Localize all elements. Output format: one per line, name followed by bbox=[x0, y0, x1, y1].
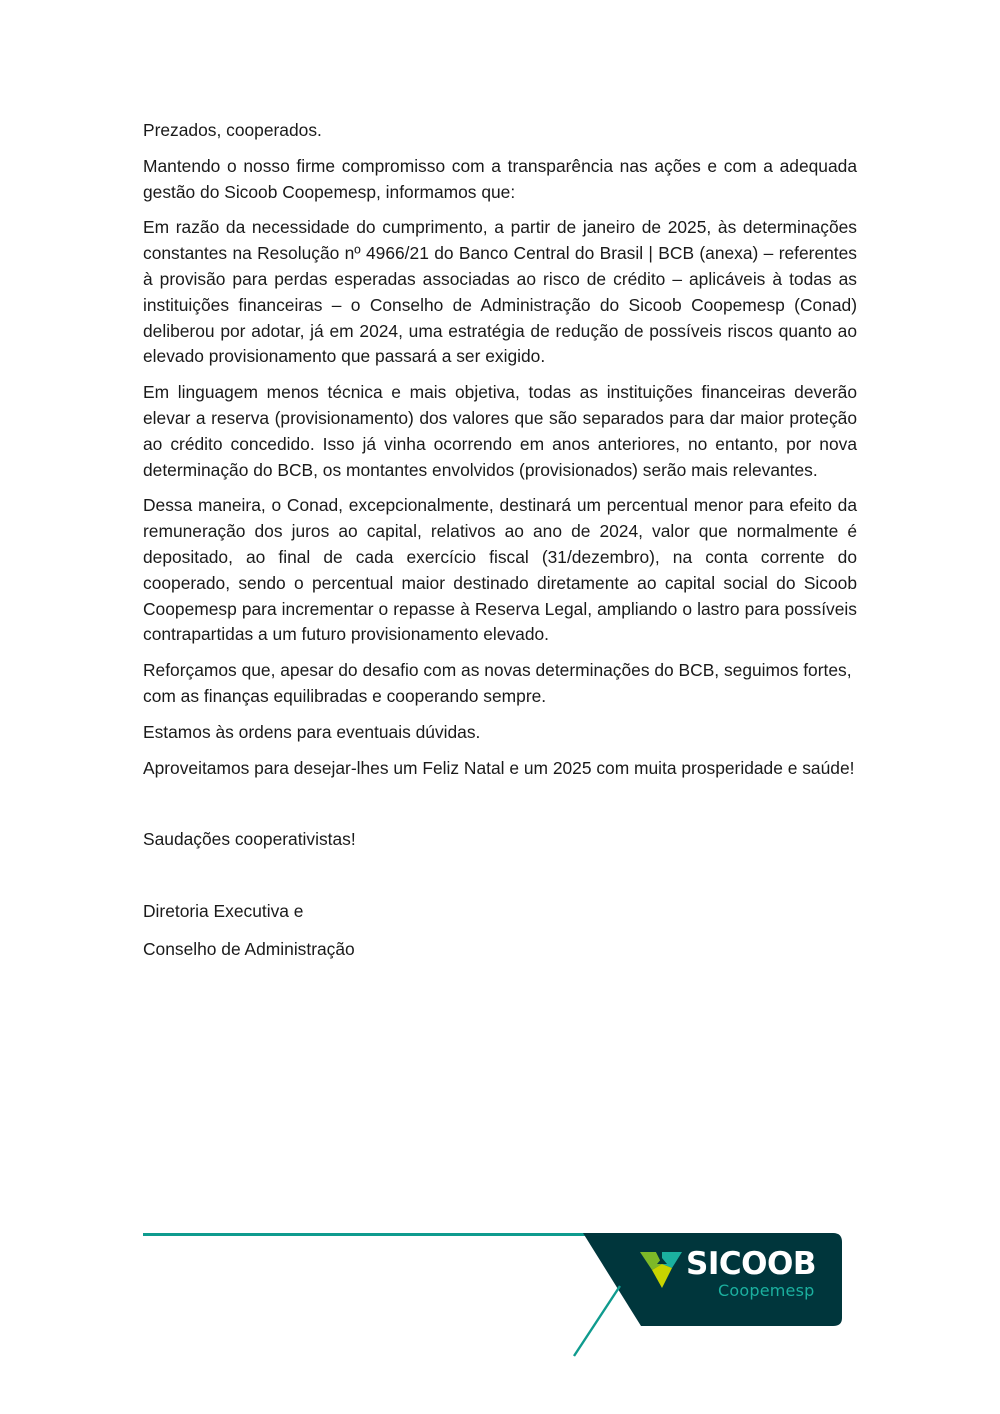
paragraph-conad-decision: Dessa maneira, o Conad, excepcionalmente, destinará um percentual menor para efeito da remuneração dos juros ao capital, relativos ao ano de 2024, valor que normalmente é depositado, ao final de cada exercício fiscal (31/dezembro), na conta corrente do cooperado, sendo o percentual maior destinado diretamente ao capital social do Sicoob Coopemesp para incrementar o repasse à Reserva Legal, ampliando o lastro para possíveis contrapartidas a um futuro provisionamento elevado. bbox=[143, 495, 857, 645]
signature-line-2: Conselho de Administração bbox=[143, 938, 355, 959]
footer-diagonal-line bbox=[570, 1280, 630, 1360]
greeting: Prezados, cooperados. bbox=[143, 120, 322, 140]
sicoob-logo bbox=[640, 1248, 840, 1308]
logo-wordmark: SICOOB bbox=[686, 1246, 816, 1282]
letter-body bbox=[143, 118, 857, 975]
logo-subname: Coopemesp bbox=[718, 1281, 815, 1300]
closing-salutation: Saudações cooperativistas! bbox=[143, 829, 356, 850]
paragraph-explanation: Em linguagem menos técnica e mais objetiva, todas as instituições financeiras deverão elevar a reserva (provisionamento) dos valores que são separados para dar maior proteção ao crédito concedido. Isso já vinha ocorrendo em anos anteriores, no entanto, por nova determinação do BCB, os montantes envolvidos (provisionados) serão mais relevantes. bbox=[143, 382, 857, 480]
signature-line-1: Diretoria Executiva e bbox=[143, 901, 304, 922]
paragraph-questions: Estamos às ordens para eventuais dúvidas. bbox=[143, 721, 481, 742]
sicoob-triangle-icon bbox=[640, 1250, 684, 1290]
paragraph-intro: Mantendo o nosso firme compromisso com a transparência nas ações e com a adequada gestão do Sicoob Coopemesp, informamos que: bbox=[143, 155, 857, 202]
paragraph-resolution: Em razão da necessidade do cumprimento, a partir de janeiro de 2025, às determinações constantes na Resolução nº 4966/21 do Banco Central do Brasil | BCB (anexa) – referentes à provisão para perdas esperadas associadas ao risco de crédito – aplicáveis à todas as instituições financeiras – o Conselho de Administração do Sicoob Coopemesp (Conad) deliberou por adotar, já em 2024, uma estratégia de redução de possíveis riscos quanto ao elevado provisionamento que passará a ser exigido. bbox=[143, 217, 857, 367]
footer-divider-line bbox=[143, 1233, 587, 1236]
paragraph-reassurance: Reforçamos que, apesar do desafio com as novas determinações do BCB, seguimos fortes, com as finanças equilibradas e cooperando sempre. bbox=[143, 660, 852, 706]
paragraph-holiday-wishes: Aproveitamos para desejar-lhes um Feliz Natal e um 2025 com muita prosperidade e saúde! bbox=[143, 757, 855, 778]
